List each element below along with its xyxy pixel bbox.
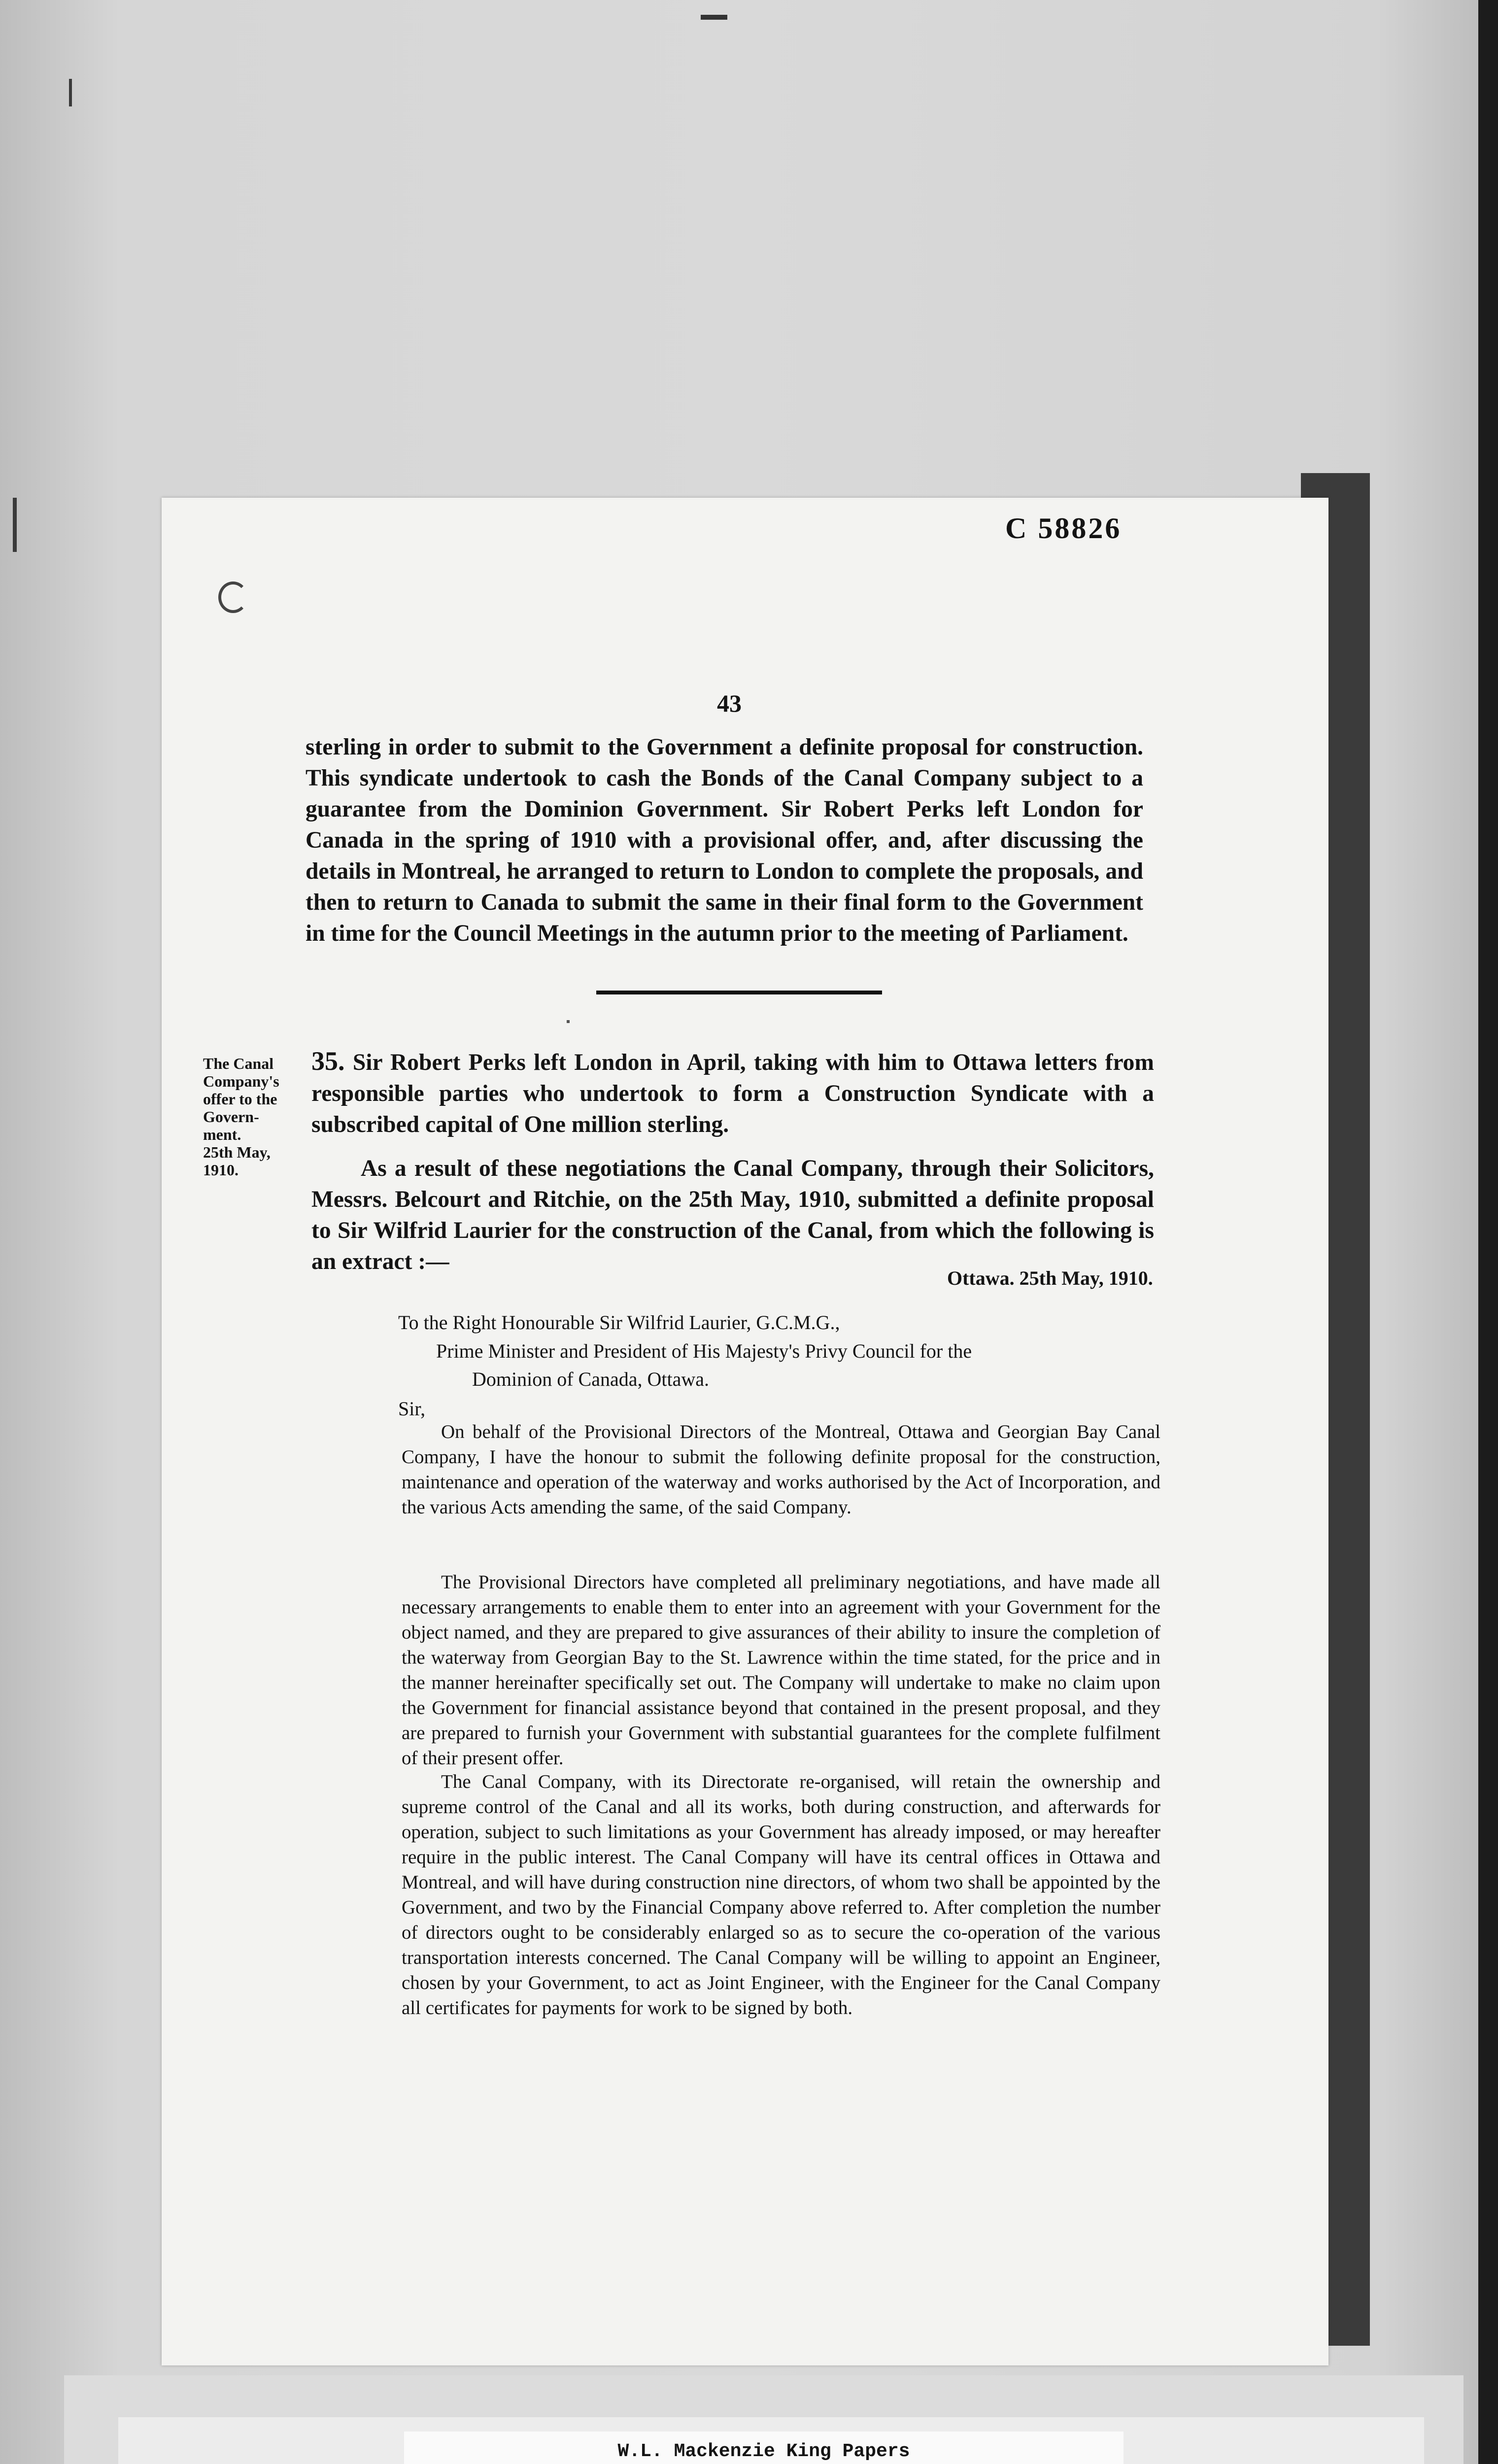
collection-label [404,2431,1124,2464]
film-edge [1478,0,1498,2464]
catalog-number: C 58826 [1005,512,1122,545]
margin-note: The Canal Company's offer to the Govern- ment. 25th May, 1910. [203,1055,279,1179]
result-paragraph: As a result of these negotiations the Canal Company, through their Solicitors, Messrs. Belcourt and Ritchie, on the 25th May, 1910, submitted a definite proposal to Sir Wilfrid Laurier for the construction of the Canal, from which the following is an extract :— [311,1156,1154,1274]
film-scratch [13,498,17,552]
film-scratch [69,79,72,106]
letter-paragraph: The Canal Company, with its Directorate re-organised, will retain the ownership and supreme control of the Canal and all its works, both during construction, and afterwards for operation, subject to such limitations as your Government has already imposed, or may hereafter require in the public interest. The Canal Company will have its central offices in Ottawa and Montreal, and will have during construction nine directors, of whom two shall be appointed by the Government, and two by the Financial Company above referred to. After completion the number of directors ought to be considerably enlarged so as to secure the co-operation of the various transportation interests concerned. The Canal Company will be willing to appoint an Engineer, chosen by your Government, to act as Joint Engineer, with the Engineer for the Canal Company all certificates for payments for work to be signed by both. [402,1771,1160,2019]
section-35-text: Sir Robert Perks left London in April, taking with him to Ottawa letters from responsible parties who undertook to form a Construction Syndicate with a subscribed capital of One million sterling. [311,1050,1155,1137]
letter-salutation: Sir, [398,1398,426,1420]
letter-address-line: Dominion of Canada, Ottawa. [472,1368,709,1390]
letter-paragraph: On behalf of the Provisional Directors of the Montreal, Ottawa and Georgian Bay Canal Company, I have the honour to submit the following definite proposal for the construction, maintenance and operation of the waterway and works authorised by the Act of Incorporation, and the various Acts amending the same, of the said Company. [402,1421,1160,1518]
letter-date: Ottawa. 25th May, 1910. [947,1267,1153,1289]
letter-address-line: To the Right Honourable Sir Wilfrid Laurier, G.C.M.G., [398,1311,840,1334]
letter-paragraph: The Provisional Directors have completed all preliminary negotiations, and have made all necessary arrangements to enable them to enter into an agreement with your Government for the object named, and they are prepared to give assurances of their ability to insure the completion of the waterway from Georgian Bay to the St. Lawrence within the time stated, for the price and in the manner hereinafter specifically set out. The Company will undertake to make no claim upon the Government for financial assistance beyond that contained in the present proposal, and they are prepared to furnish your Government with substantial guarantees for the complete fulfilment of their present offer. [402,1572,1160,1769]
ink-speck [567,1020,570,1023]
section-35-paragraph [311,1046,1154,1140]
collection-name: W.L. Mackenzie King Papers [617,2441,910,2462]
section-number: 35. [311,1046,345,1076]
film-mark [701,15,727,20]
continued-paragraph: sterling in order to submit to the Government a definite proposal for construction. This syndicate undertook to cash the Bonds of the Canal Company subject to a guarantee from the Dominion Government. Sir Robert Perks left London for Canada in the spring of 1910 with a provisional offer, and, after discussing the details in Montreal, he arranged to return to London to complete the proposals, and then to return to Canada to submit the same in their final form to the Government in time for the Council Meetings in the autumn prior to the meeting of Parliament. [306,734,1143,946]
letter-address-line: Prime Minister and President of His Majesty's Privy Council for the [436,1340,972,1362]
page-number: 43 [717,689,742,717]
punch-hole [218,582,248,613]
section-divider [596,991,882,994]
